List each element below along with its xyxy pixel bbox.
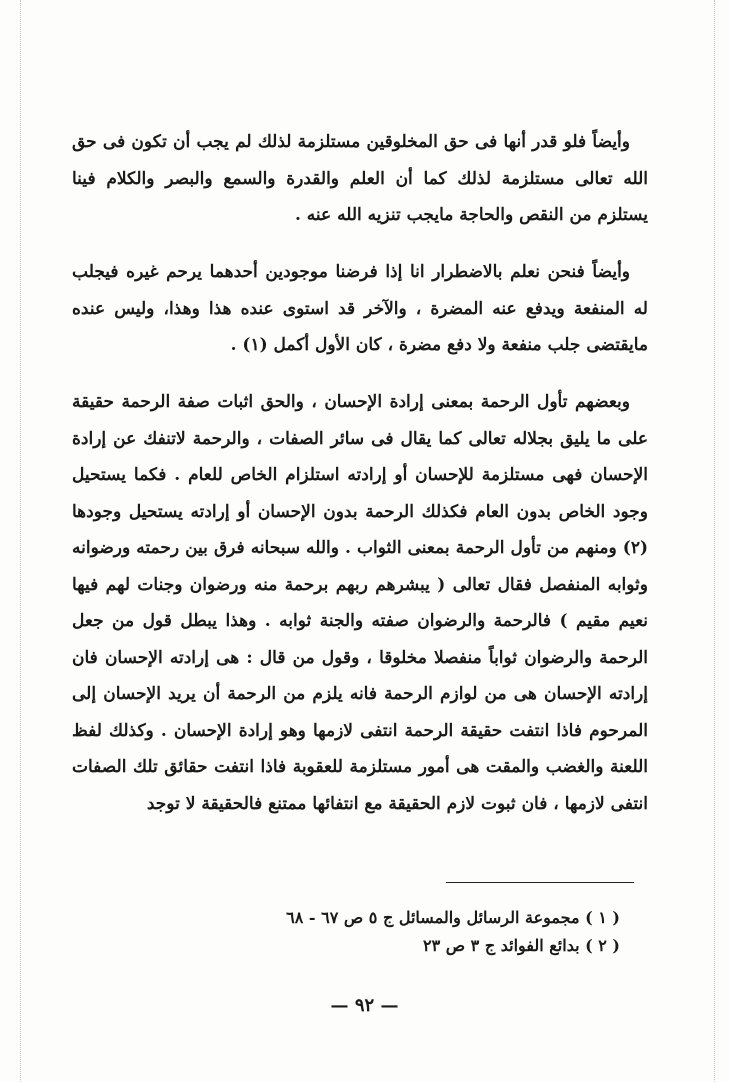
footnote-2: ( ٢ ) بدائع الفوائد ج ٣ ص ٢٣ <box>423 936 620 955</box>
paragraph-1 <box>72 124 648 234</box>
footnote-1: ( ١ ) مجموعة الرسائل والمسائل ج ٥ ص ٦٧ - ٦٨ <box>286 908 620 927</box>
page-number: — ٩٢ — <box>330 995 399 1016</box>
paragraph-text: وبعضهم تأول الرحمة بمعنى إرادة الإحسان ، والحق اثبات صفة الرحمة حقيقة على ما يليق بجلاله تعالى كما يقال فى سائر الصفات ، والرحمة لاتنفك عن إرادة الإحسان فهى مستلزمة للإحسان أو إرادته استلزام الخاص للعام . فكما يستحيل وجود الخاص بدون العام فكذلك الرحمة بدون الإحسان أو إرادته يستحيل وجودها (٢) ومنهم من تأول الرحمة بمعنى الثواب . والله سبحانه فرق بين رحمته ورضوانه وثوابه المنفصل فقال تعالى ( يبشرهم ربهم برحمة منه ورضوان وجنات لهم فيها نعيم مقيم ) فالرحمة والرضوان صفته والجنة ثوابه . وهذا يبطل قول من جعل الرحمة والرضوان ثواباً منفصلا مخلوقا ، وقول من قال : هى إرادته الإحسان فان إرادته الإحسان هى من لوازم الرحمة فانه يلزم من الرحمة أن يريد الإحسان إلى المرحوم فاذا انتفت حقيقة الرحمة انتفى لازمها وهو إرادة الإحسان . وكذلك لفظ اللعنة والغضب والمقت هى أمور مستلزمة للعقوبة فاذا انتفت حقائق تلك الصفات انتفى لازمها ، فان ثبوت لازم الحقيقة مع انتفائها ممتنع فالحقيقة لا توجد <box>72 392 648 814</box>
paragraph-text: وأيضاً فنحن نعلم بالاضطرار انا إذا فرضنا موجودين أحدهما يرحم غيره فيجلب له المنفعة ويدفع عنه المضرة ، والآخر قد استوى عنده هذا وهذا، وليس عنده مايقتضى جلب منفعة ولا دفع مضرة ، كان الأول أكمل (١) . <box>72 262 648 355</box>
left-margin-dots <box>20 0 21 1082</box>
footnote-divider <box>446 882 634 883</box>
paragraph-text: وأيضاً فلو قدر أنها فى حق المخلوقين مستلزمة لذلك لم يجب أن تكون فى حق الله تعالى مستلزمة لذلك كما أن العلم والقدرة والسمع والبصر والكلام فينا يستلزم من النقص والحاجة مايجب تنزيه الله عنه . <box>72 132 648 225</box>
paragraph-3 <box>72 384 648 822</box>
paragraph-2 <box>72 254 648 364</box>
footnotes <box>200 904 620 960</box>
right-margin-dots <box>714 0 715 1082</box>
